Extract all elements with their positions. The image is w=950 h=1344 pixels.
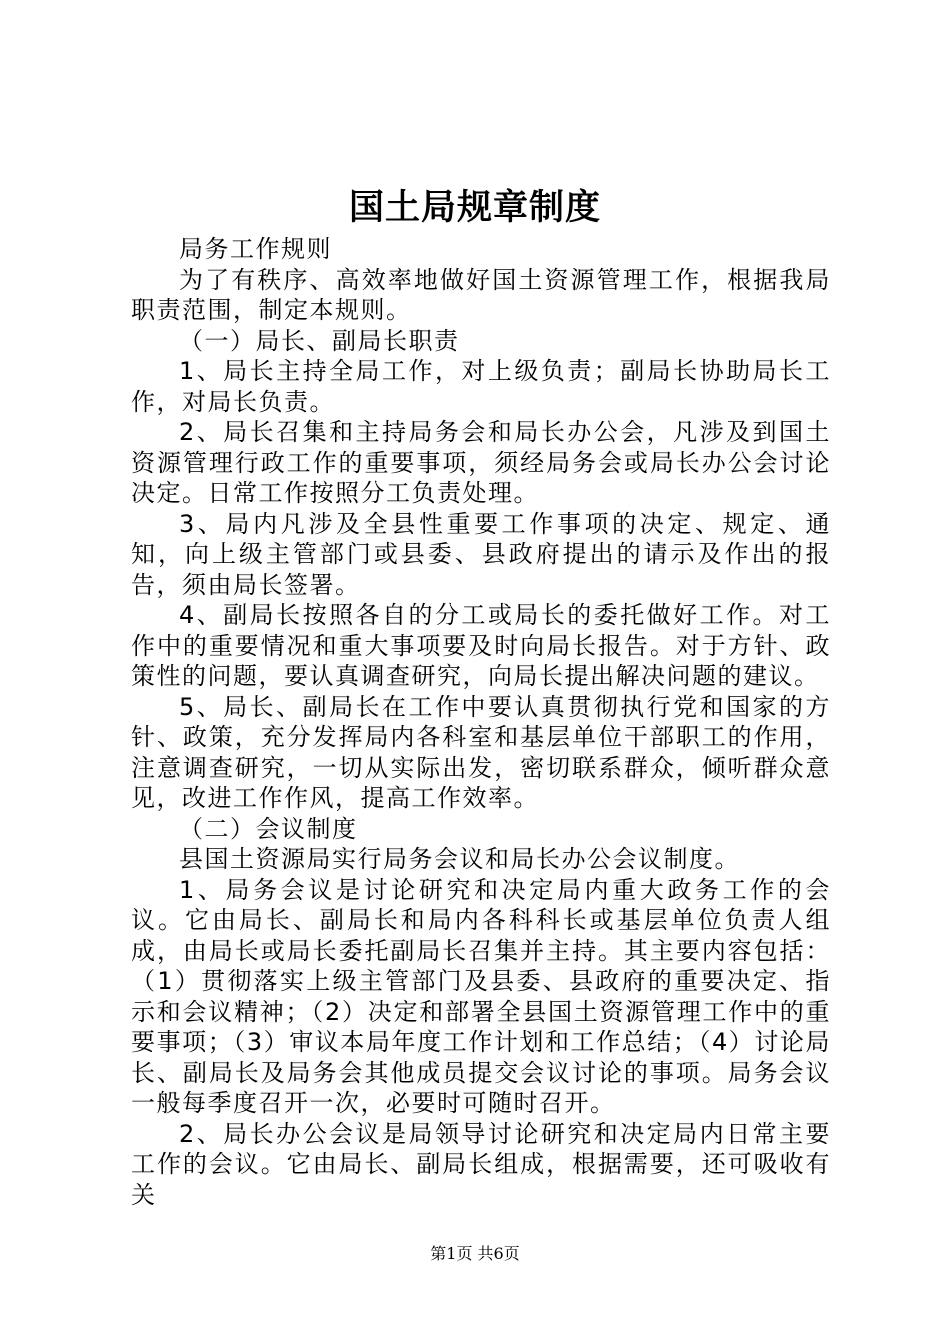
document-title: 国土局规章制度 [348, 187, 601, 228]
paragraph: 为了有秩序、高效率地做好国土资源管理工作，根据我局职责范围，制定本规则。 [131, 265, 831, 324]
section-heading: 局务工作规则 [179, 235, 332, 263]
paragraph: 1、局长主持全局工作，对上级负责；副局长协助局长工作，对局长负责。 [131, 357, 831, 416]
paragraph: 县国土资源局实行局务会议和局长办公会议制度。 [179, 845, 740, 873]
paragraph: 1、局务会议是讨论研究和决定局内重大政务工作的会议。它由局长、副局长和局内各科科长或基层单位负责人组成，由局长或局长委托副局长召集并主持。其主要内容包括：（1）贯彻落实上级主管部门及县委、县政府的重要决定、指示和会议精神；（2）决定和部署全县国土资源管理工作中的重要事项；（3）审议本局年度工作计划和工作总结；（4）讨论局长、副局长及局务会其他成员提交会议讨论的事项。局务会议一般每季度召开一次，必要时可随时召开。 [131, 875, 831, 1117]
page-number: 第1页 共6页 [430, 1244, 520, 1263]
subsection-heading: （二）会议制度 [179, 814, 358, 843]
paragraph: 4、副局长按照各自的分工或局长的委托做好工作。对工作中的重要情况和重大事项要及时向局长报告。对于方针、政策性的问题，要认真调查研究，向局长提出解决问题的建议。 [131, 601, 831, 690]
document-body [131, 234, 831, 1210]
paragraph: 2、局长召集和主持局务会和局长办公会，凡涉及到国土资源管理行政工作的重要事项，须经局务会或局长办公会讨论决定。日常工作按照分工负责处理。 [131, 418, 831, 507]
subsection-heading: （一）局长、副局长职责 [179, 326, 460, 355]
paragraph: 3、局内凡涉及全县性重要工作事项的决定、规定、通知，向上级主管部门或县委、县政府提出的请示及作出的报告，须由局长签署。 [131, 509, 831, 599]
paragraph: 5、局长、副局长在工作中要认真贯彻执行党和国家的方针、政策，充分发挥局内各科室和基层单位干部职工的作用，注意调查研究，一切从实际出发，密切联系群众，倾听群众意见，改进工作作风，提高工作效率。 [131, 692, 831, 812]
paragraph: 2、局长办公会议是局领导讨论研究和决定局内日常主要工作的会议。它由局长、副局长组成，根据需要，还可吸收有关 [131, 1119, 831, 1209]
